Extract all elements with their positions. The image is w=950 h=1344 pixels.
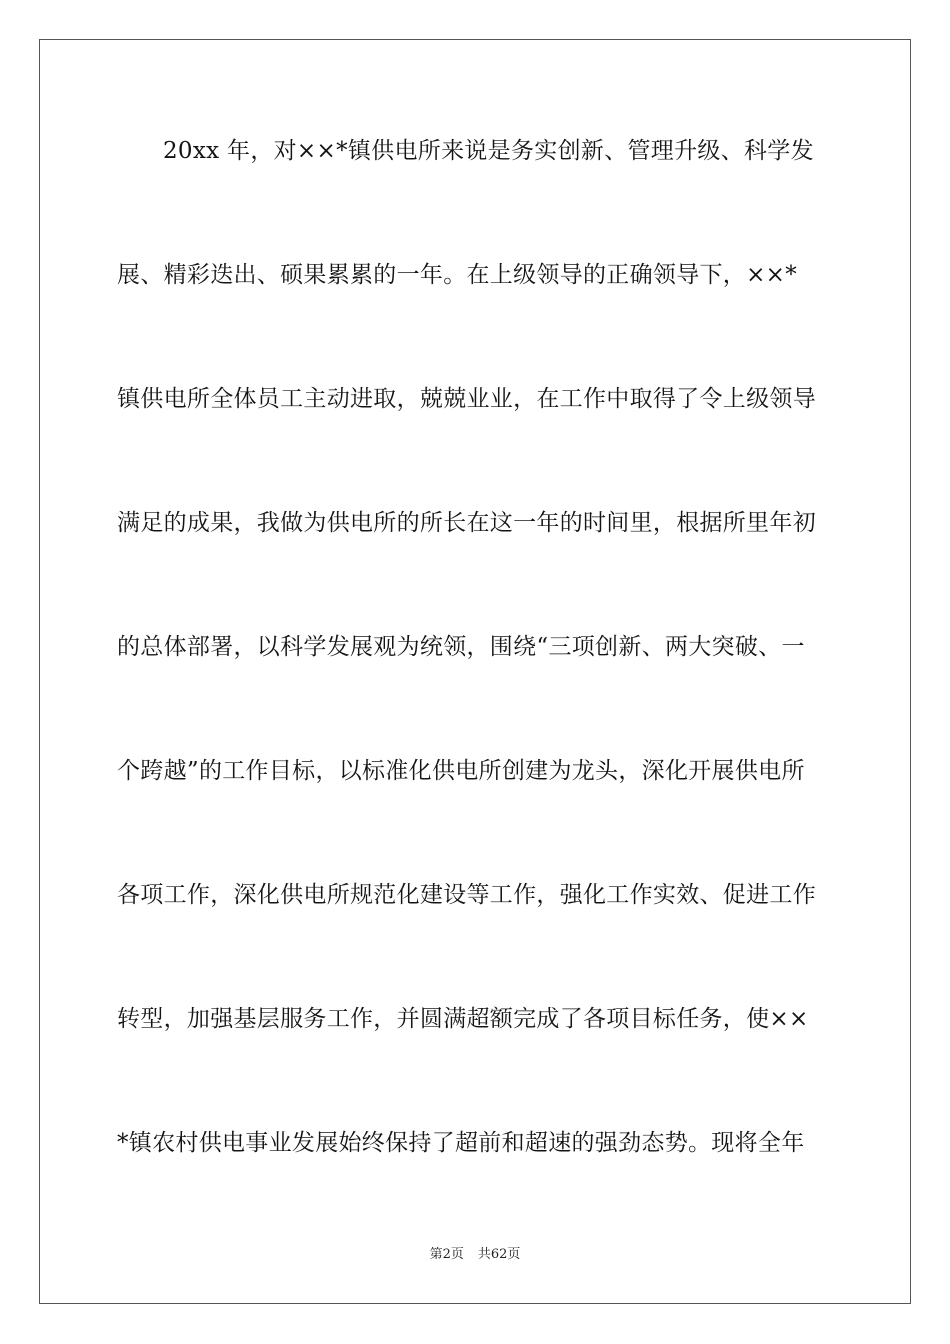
total-pages-label: 共62页 — [477, 1247, 521, 1262]
body-text-line-8: 转型，加强基层服务工作，并圆满超额完成了各项目标任务，使×× — [117, 1006, 809, 1032]
body-text-line-4: 满足的成果，我做为供电所的所长在这一年的时间里，根据所里年初 — [117, 510, 816, 536]
body-text-line-3: 镇供电所全体员工主动进取，兢兢业业，在工作中取得了令上级领导 — [117, 386, 816, 412]
page-number-footer — [0, 1246, 950, 1264]
body-text-line-6: 个跨越”的工作目标，以标准化供电所创建为龙头，深化开展供电所 — [117, 758, 805, 784]
current-page-label: 第2页 — [429, 1247, 464, 1262]
body-text-line-9: *镇农村供电事业发展始终保持了超前和超速的强劲态势。现将全年 — [117, 1130, 805, 1156]
page-border — [39, 39, 911, 1304]
body-text-line-1: 20xx 年，对××*镇供电所来说是务实创新、管理升级、科学发 — [163, 138, 814, 164]
body-text-line-2: 展、精彩迭出、硕果累累的一年。在上级领导的正确领导下，××* — [117, 262, 798, 288]
body-text-line-7: 各项工作，深化供电所规范化建设等工作，强化工作实效、促进工作 — [117, 882, 816, 908]
body-text-line-5: 的总体部署，以科学发展观为统领，围绕“三项创新、两大突破、一 — [117, 634, 805, 660]
